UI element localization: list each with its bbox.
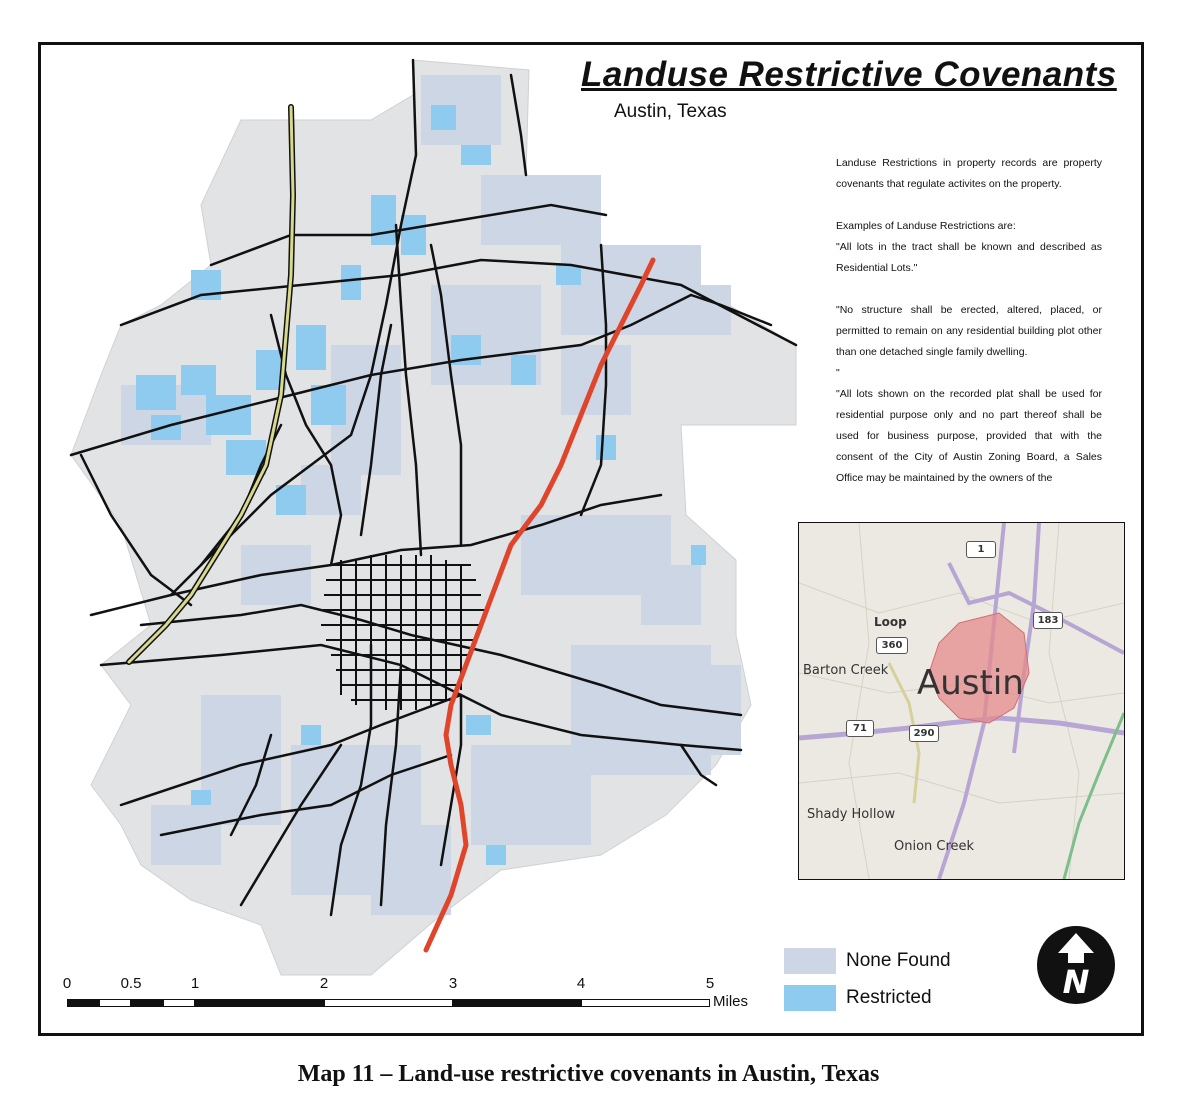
scale-seg bbox=[67, 999, 99, 1007]
scale-unit: Miles bbox=[713, 993, 749, 1010]
scale-tick-0-5: 0.5 bbox=[120, 975, 142, 992]
legend-row-restricted bbox=[784, 985, 984, 1015]
shield-loop-360: 360 bbox=[876, 637, 908, 654]
shield-us-183: 183 bbox=[1033, 612, 1063, 629]
notes-intro: Landuse Restrictions in property records are property covenants that regulate activites on the property. bbox=[836, 157, 1102, 190]
scale-seg bbox=[453, 999, 581, 1007]
notes-examples-heading: Examples of Landuse Restrictions are: bbox=[836, 220, 1016, 232]
shield-sh-71: 71 bbox=[846, 720, 874, 737]
north-letter: N bbox=[1062, 963, 1090, 1001]
shield-us-290: 290 bbox=[909, 725, 939, 742]
scale-bar bbox=[63, 975, 783, 1015]
inset-locator-map bbox=[798, 522, 1125, 880]
inset-city-label: Austin bbox=[917, 663, 1024, 703]
notes-example-2: "No structure shall be erected, altered, placed, or permitted to remain on any residential building plot other than one detached single family dwelling. bbox=[836, 304, 1102, 358]
scale-seg bbox=[99, 999, 131, 1007]
scale-seg bbox=[195, 999, 324, 1007]
scale-tick-4: 4 bbox=[576, 975, 586, 992]
scale-tick-1: 1 bbox=[190, 975, 200, 992]
notes-example-2-end: " bbox=[836, 367, 840, 379]
scale-tick-3: 3 bbox=[448, 975, 458, 992]
legend-label-restricted: Restricted bbox=[846, 987, 932, 1008]
notes-example-3: "All lots shown on the recorded plat shall be used for residential purpose only and no part thereof shall be used for business purpose, provided that with the consent of the City of Austin Zoning Board, a Sales Office may be maintained by the owners of the bbox=[836, 388, 1102, 484]
inset-place-shady-hollow: Shady Hollow bbox=[807, 807, 896, 822]
scale-tick-0: 0 bbox=[62, 975, 72, 992]
scale-tick-2: 2 bbox=[319, 975, 329, 992]
inset-place-onion-creek: Onion Creek bbox=[894, 839, 975, 854]
map-title: Landuse Restrictive Covenants bbox=[581, 55, 1117, 94]
legend-swatch-none-found bbox=[784, 948, 836, 974]
inset-loop-label: Loop bbox=[874, 615, 907, 629]
shield-loop-1: 1 bbox=[966, 541, 996, 558]
notes-text bbox=[836, 153, 1102, 489]
inset-place-barton-creek: Barton Creek bbox=[803, 663, 889, 678]
notes-example-1: "All lots in the tract shall be known and described as Residential Lots." bbox=[836, 241, 1102, 274]
scale-seg bbox=[163, 999, 195, 1007]
scale-seg bbox=[324, 999, 453, 1007]
map-subtitle: Austin, Texas bbox=[614, 101, 727, 122]
legend-label-none-found: None Found bbox=[846, 950, 951, 971]
scale-tick-5: 5 bbox=[705, 975, 715, 992]
legend-row-none-found bbox=[784, 948, 984, 978]
legend-swatch-restricted bbox=[784, 985, 836, 1011]
north-arrow-icon bbox=[1036, 925, 1116, 1005]
scale-seg bbox=[131, 999, 163, 1007]
map-frame bbox=[38, 42, 1144, 1036]
north-arrow bbox=[1036, 925, 1116, 1005]
scale-seg bbox=[581, 999, 710, 1007]
figure-caption: Map 11 – Land-use restrictive covenants in Austin, Texas bbox=[297, 1061, 880, 1087]
